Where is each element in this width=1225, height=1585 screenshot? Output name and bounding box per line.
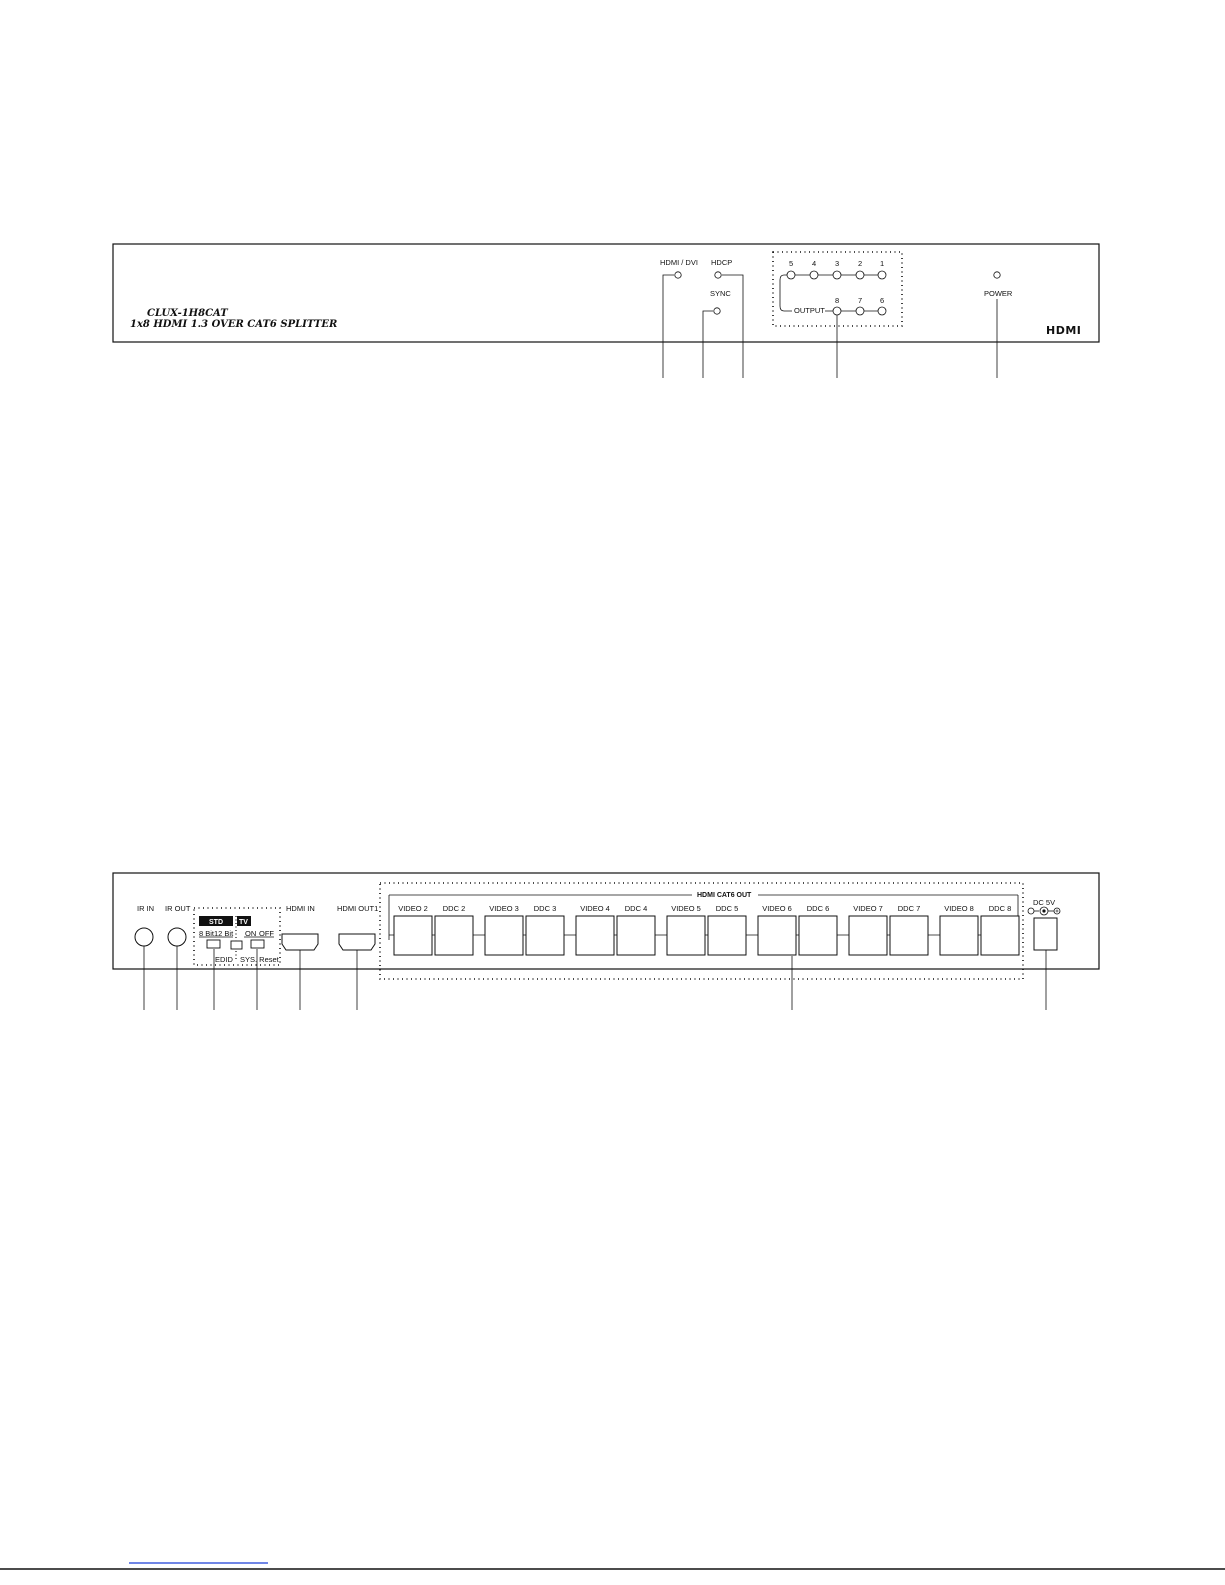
output-led-1 bbox=[878, 271, 886, 279]
rj45-port-ddc-5 bbox=[708, 916, 746, 955]
port-label-video-5: VIDEO 5 bbox=[671, 904, 701, 913]
port-label-ddc-5: DDC 5 bbox=[715, 904, 739, 913]
bit8-label: 8 Bit bbox=[199, 929, 215, 938]
sys-reset-switch[interactable] bbox=[251, 940, 264, 948]
port-label-video-3: VIDEO 3 bbox=[489, 904, 519, 913]
off-label: OFF bbox=[259, 929, 274, 938]
output-led-4 bbox=[810, 271, 818, 279]
port-label-ddc-6: DDC 6 bbox=[806, 904, 830, 913]
hdmi-out1-label: HDMI OUT1 bbox=[337, 904, 379, 913]
power-led bbox=[994, 272, 1000, 278]
output-number-6: 6 bbox=[880, 296, 885, 305]
hdmi-in-label: HDMI IN bbox=[286, 904, 315, 913]
dc-5v-label: DC 5V bbox=[1033, 898, 1056, 907]
port-label-video-8: VIDEO 8 bbox=[944, 904, 974, 913]
edid-bit-switch[interactable] bbox=[207, 940, 220, 948]
output-number-8: 8 bbox=[835, 296, 840, 305]
rj45-port-ddc-2 bbox=[435, 916, 473, 955]
rj45-port-ddc-7 bbox=[890, 916, 928, 955]
callout-line-sync bbox=[703, 311, 713, 378]
port-label-video-6: VIDEO 6 bbox=[762, 904, 792, 913]
rj45-port-video-3 bbox=[485, 916, 523, 955]
hdcp-label: HDCP bbox=[711, 258, 733, 267]
rj45-port-video-8 bbox=[940, 916, 978, 955]
dc-power-jack bbox=[1034, 918, 1057, 950]
port-label-ddc-8: DDC 8 bbox=[988, 904, 1012, 913]
port-label-video-2: VIDEO 2 bbox=[398, 904, 428, 913]
dc-polarity-icon bbox=[1028, 907, 1060, 915]
port-label-ddc-2: DDC 2 bbox=[442, 904, 466, 913]
hdmi-dvi-led bbox=[675, 272, 681, 278]
output-led-3 bbox=[833, 271, 841, 279]
output-label: OUTPUT bbox=[794, 306, 825, 315]
rj45-port-video-4 bbox=[576, 916, 614, 955]
rj45-port-video-2 bbox=[394, 916, 432, 955]
output-number-2: 2 bbox=[858, 259, 863, 268]
output-number-1: 1 bbox=[880, 259, 885, 268]
hdmi-dvi-label: HDMI / DVI bbox=[660, 258, 698, 267]
rear-panel bbox=[113, 873, 1099, 1010]
cat6-group-label: HDMI CAT6 OUT bbox=[697, 892, 752, 899]
rj45-port-ddc-6 bbox=[799, 916, 837, 955]
rj45-port-video-5 bbox=[667, 916, 705, 955]
output-led-7 bbox=[856, 307, 864, 315]
ir-in-jack bbox=[135, 928, 153, 946]
port-label-ddc-7: DDC 7 bbox=[897, 904, 921, 913]
edid-tv-switch[interactable] bbox=[231, 941, 242, 949]
sync-label: SYNC bbox=[710, 289, 731, 298]
output-led-6 bbox=[878, 307, 886, 315]
tv-label: TV bbox=[239, 919, 248, 926]
output-number-4: 4 bbox=[812, 259, 817, 268]
hdmi-logo: HDMI bbox=[1046, 324, 1082, 337]
sync-led bbox=[714, 308, 720, 314]
rj45-port-ddc-8 bbox=[981, 916, 1019, 955]
ir-out-label: IR OUT bbox=[165, 904, 191, 913]
model-name: CLUX-1H8CAT bbox=[147, 308, 228, 319]
std-label: STD bbox=[209, 919, 223, 926]
port-label-video-4: VIDEO 4 bbox=[580, 904, 610, 913]
rj45-port-video-6 bbox=[758, 916, 796, 955]
cat6-port-row bbox=[394, 904, 1019, 955]
port-label-ddc-3: DDC 3 bbox=[533, 904, 557, 913]
port-label-ddc-4: DDC 4 bbox=[624, 904, 648, 913]
output-number-5: 5 bbox=[789, 259, 794, 268]
output-number-7: 7 bbox=[858, 296, 863, 305]
on-label: ON bbox=[245, 929, 257, 938]
callout-line-hdmi-dvi bbox=[663, 275, 674, 378]
rj45-port-ddc-4 bbox=[617, 916, 655, 955]
output-led-5 bbox=[787, 271, 795, 279]
port-label-video-7: VIDEO 7 bbox=[853, 904, 883, 913]
rj45-port-video-7 bbox=[849, 916, 887, 955]
hdcp-led bbox=[715, 272, 721, 278]
output-led-2 bbox=[856, 271, 864, 279]
power-label: POWER bbox=[984, 289, 1013, 298]
sys-reset-label: SYS. Reset bbox=[240, 955, 279, 964]
ir-out-jack bbox=[168, 928, 186, 946]
model-description: 1x8 HDMI 1.3 OVER CAT6 SPLITTER bbox=[130, 319, 338, 330]
output-number-3: 3 bbox=[835, 259, 840, 268]
output-led-8 bbox=[833, 307, 841, 315]
hdmi-out1-port bbox=[339, 934, 375, 950]
rj45-port-ddc-3 bbox=[526, 916, 564, 955]
ir-in-label: IR IN bbox=[137, 904, 155, 913]
front-panel bbox=[113, 244, 1099, 378]
bit12-label: 12 Bit bbox=[214, 929, 234, 938]
hdmi-in-port bbox=[282, 934, 318, 950]
output-led-group bbox=[780, 259, 886, 316]
edid-label: EDID bbox=[215, 955, 233, 964]
